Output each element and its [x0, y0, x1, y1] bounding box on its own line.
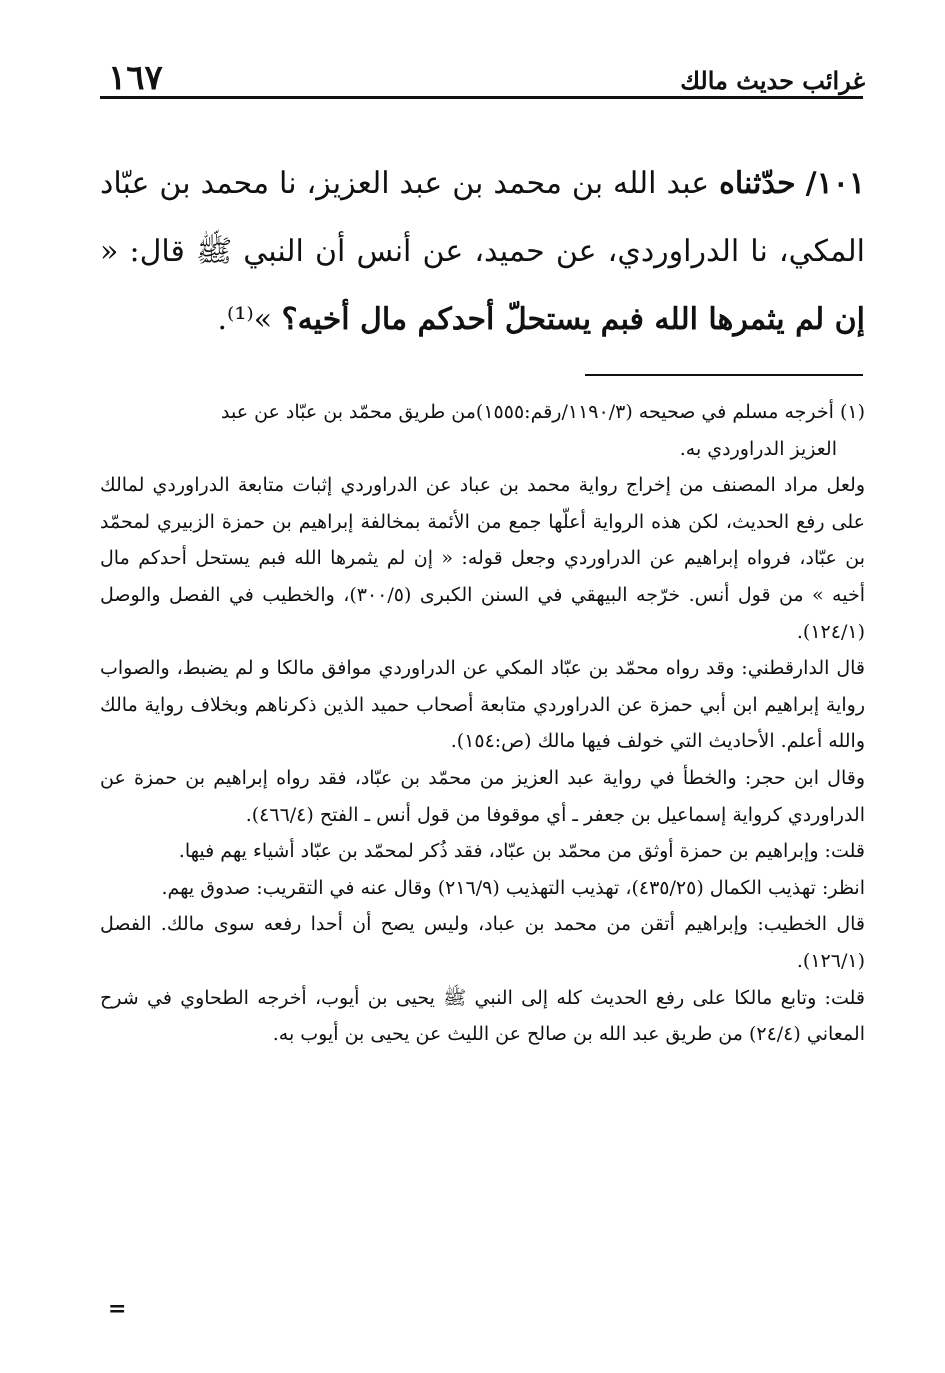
- hadith-matn-2: يستحلّ أحدكم مال أخيه؟: [281, 302, 592, 337]
- continuation-mark: =: [108, 1296, 127, 1322]
- footnote-paragraph: وقال ابن حجر: والخطأ في رواية عبد العزيز من محمّد بن عبّاد، فقد رواه إبراهيم بن حمزة عن الدراوردي كرواية إسماعيل بن جعفر ـ أي موقوفا من قول أنس ـ الفتح (٤٦٦/٤).: [100, 766, 865, 826]
- footnote-paragraph: قلت: وتابع مالكا على رفع الحديث كله إلى النبي ﷺ يحيى بن أيوب، أخرجه الطحاوي في شرح المعاني (٢٤/٤) من طريق عبد الله بن صالح عن الليث عن يحيى بن أيوب به.: [100, 986, 865, 1046]
- hadith-isnad-1: عبد الله بن محمد بن عبد العزيز، نا محمد بن عبّاد المكي،: [100, 166, 865, 269]
- footnote-paragraph: انظر: تهذيب الكمال (٤٣٥/٢٥)، تهذيب التهذيب (٢١٦/٩) وقال عنه في التقريب: صدوق يهم.: [161, 876, 865, 899]
- header-rule: [100, 96, 863, 99]
- hadith-end: »⁽¹⁾.: [217, 302, 273, 337]
- footnote-1-cont: العزيز الدراوردي به.: [679, 437, 837, 460]
- hadith-number: ١٠١/: [805, 166, 865, 201]
- footnote-paragraph: قال الخطيب: وإبراهيم أتقن من محمد بن عباد، وليس يصح أن أحدا رفعه سوى مالك. الفصل (١٢٦/١).: [100, 913, 865, 972]
- hadith-matn-1: إن لم يثمرها الله فبم: [600, 302, 865, 337]
- footnote-1-text: (١) أخرجه مسلم في صحيحه (١١٩٠/٣/رقم:١٥٥٥)من طريق محمّد بن عبّاد عن عبد: [220, 401, 865, 423]
- footnote-paragraph: ولعل مراد المصنف من إخراج رواية محمد بن عباد عن الدراوردي إثبات متابعة الدراوردي لمالك على رفع الحديث، لكن هذه الرواية أعلّها جمع من الأئمة بمخالفة إبراهيم بن حمزة الزبيري لمحمّد بن عبّاد، فرواه إبراهيم عن الدراوردي وجعل قوله: « إن لم يثمرها الله فبم يستحل أحدكم مال أخيه » من قول أنس. خرّجه البيهقي في السنن الكبرى (٣٠٠/٥)، والخطيب في الفصل والوصل (١٢٤/١).: [100, 474, 865, 643]
- hadith-line: [100, 150, 865, 354]
- hadith-text: [100, 150, 865, 354]
- footnote-1: [100, 394, 865, 431]
- footnote-paragraph: قلت: وإبراهيم بن حمزة أوثق من محمّد بن عبّاد، فقد ذُكر لمحمّد بن عبّاد أشياء يهم فيها.: [178, 840, 865, 863]
- footnotes: [100, 394, 865, 1053]
- hadith-isnad-2: نا الدراوردي، عن حميد، عن أنس أن النبي ﷺ قال: «: [100, 234, 768, 269]
- page-number: ١٦٧: [108, 58, 163, 98]
- footnote-paragraph: قال الدارقطني: وقد رواه محمّد بن عبّاد المكي عن الدراوردي موافق مالكا و لم يضبط، والصواب رواية إبراهيم ابن أبي حمزة عن الدراوردي متابعة أصحاب حميد الذين ذكرناهم وبخلاف رواية مالك والله أعلم. الأحاديث التي خولف فيها مالك (ص:١٥٤).: [100, 657, 865, 753]
- haddathana: حدّثناه: [719, 166, 796, 201]
- header-title: غرائب حديث مالك: [680, 66, 865, 95]
- footnote-rule: [585, 374, 863, 376]
